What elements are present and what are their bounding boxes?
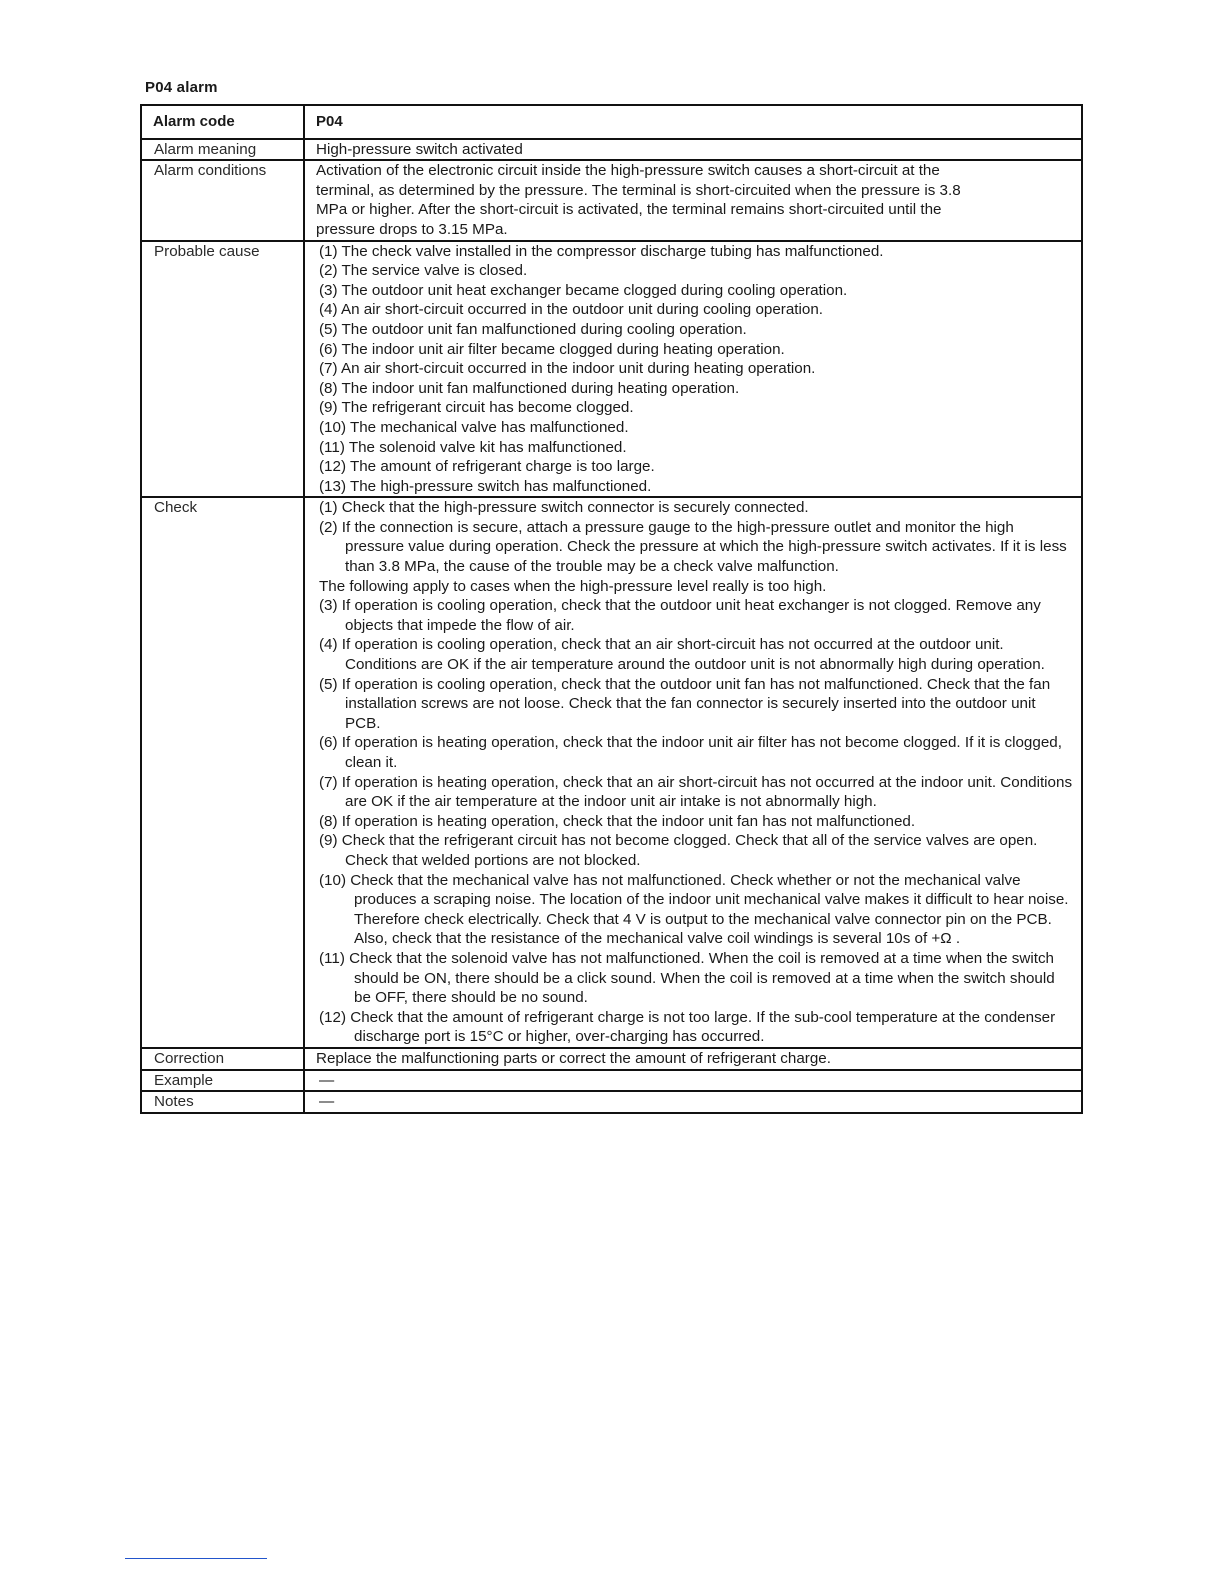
check-item: (2) If the connection is secure, attach a pressure gauge to the high-pressure outlet and monitor the high pressure value during operation. Check the pressure at which the high-pressure switch activates. If it is less than 3.8 MPa, the cause of the trouble may be a check valve malfunction. bbox=[319, 518, 1067, 576]
cause-item: (6) The indoor unit air filter became clogged during heating operation. bbox=[319, 340, 785, 358]
cause-item: (11) The solenoid valve kit has malfunctioned. bbox=[319, 438, 627, 456]
footnote-separator bbox=[125, 1558, 267, 1559]
cause-item: (7) An air short-circuit occurred in the indoor unit during heating operation. bbox=[319, 360, 816, 378]
cause-item: (10) The mechanical valve has malfunctioned. bbox=[319, 418, 629, 436]
page-title: P04 alarm bbox=[145, 79, 218, 96]
correction-value: Replace the malfunctioning parts or correct the amount of refrigerant charge. bbox=[304, 1048, 1082, 1070]
check-note: The following apply to cases when the high-pressure level really is too high. bbox=[319, 577, 827, 595]
check-item: (11) Check that the solenoid valve has not malfunctioned. When the coil is removed at a time when the switch should be ON, there should be a click sound. When the coil is removed at a time when the switch should be OFF, there should be no sound. bbox=[319, 949, 1055, 1007]
alarm-meaning-value: High-pressure switch activated bbox=[304, 139, 1082, 161]
check-item: (5) If operation is cooling operation, check that the outdoor unit fan has not malfunctioned. Check that the fan installation screws are not loose. Check that the fan connector is securely inserted into the outdoor unit PCB. bbox=[319, 675, 1051, 732]
probable-cause-row bbox=[141, 241, 1082, 498]
check-item: (4) If operation is cooling operation, check that an air short-circuit has not occurred at the outdoor unit. Conditions are OK if the air temperature around the outdoor unit is not abnormally high during operation. bbox=[319, 636, 1045, 674]
conditions-line: Activation of the electronic circuit inside the high-pressure switch causes a short-circuit at the bbox=[316, 162, 940, 180]
check-item: (7) If operation is heating operation, check that an air short-circuit has not occurred at the indoor unit. Conditions are OK if the air temperature at the indoor unit air intake is not abnormally high. bbox=[319, 773, 1073, 811]
cause-item: (9) The refrigerant circuit has become clogged. bbox=[319, 399, 634, 417]
check-item: (12) Check that the amount of refrigerant charge is not too large. If the sub-cool temperature at the condenser discharge port is 15°C or higher, over-charging has occurred. bbox=[319, 1008, 1056, 1046]
cause-item: (8) The indoor unit fan malfunctioned during heating operation. bbox=[319, 379, 740, 397]
header-row bbox=[141, 105, 1082, 139]
example-row bbox=[141, 1070, 1082, 1092]
alarm-conditions-row bbox=[141, 160, 1082, 240]
check-item: (1) Check that the high-pressure switch connector is securely connected. bbox=[319, 499, 809, 517]
probable-cause-list bbox=[304, 241, 1082, 498]
notes-value-cell bbox=[304, 1091, 1082, 1113]
cause-item: (1) The check valve installed in the compressor discharge tubing has malfunctioned. bbox=[319, 242, 884, 260]
check-item: (9) Check that the refrigerant circuit has not become clogged. Check that all of the service valves are open. Check that welded portions are not blocked. bbox=[319, 832, 1038, 869]
check-item: (8) If operation is heating operation, check that the indoor unit fan has not malfunctioned. bbox=[319, 812, 916, 830]
check-label: Check bbox=[141, 497, 304, 1048]
cause-item: (5) The outdoor unit fan malfunctioned during cooling operation. bbox=[319, 320, 747, 338]
check-item: (10) Check that the mechanical valve has not malfunctioned. Check whether or not the mechanical valve produces a scraping noise. The location of the indoor unit mechanical valve makes it difficult to hear noise. Therefore check electrically. Check that 4 V is output to the mechanical valve connector pin on the PCB. Also, check that the resistance of the mechanical valve coil windings is several 10s of +Ω . bbox=[319, 871, 1069, 948]
cause-item: (2) The service valve is closed. bbox=[319, 262, 528, 280]
alarm-meaning-row bbox=[141, 139, 1082, 161]
cause-item: (3) The outdoor unit heat exchanger became clogged during cooling operation. bbox=[319, 281, 848, 299]
probable-cause-label: Probable cause bbox=[141, 241, 304, 498]
check-item: (6) If operation is heating operation, check that the indoor unit air filter has not become clogged. If it is clogged, clean it. bbox=[319, 734, 1062, 771]
conditions-line: MPa or higher. After the short-circuit is activated, the terminal remains short-circuited until the bbox=[316, 201, 942, 219]
example-label: Example bbox=[141, 1070, 304, 1092]
alarm-conditions-value bbox=[304, 160, 1082, 240]
cause-item: (4) An air short-circuit occurred in the outdoor unit during cooling operation. bbox=[319, 301, 823, 319]
conditions-line: terminal, as determined by the pressure. The terminal is short-circuited when the pressure is 3.8 bbox=[316, 181, 961, 199]
check-row bbox=[141, 497, 1082, 1048]
notes-row bbox=[141, 1091, 1082, 1113]
cause-item: (12) The amount of refrigerant charge is too large. bbox=[319, 458, 655, 476]
notes-label: Notes bbox=[141, 1091, 304, 1113]
cause-item: (13) The high-pressure switch has malfunctioned. bbox=[319, 477, 652, 495]
check-item: (3) If operation is cooling operation, check that the outdoor unit heat exchanger is not clogged. Remove any objects that impede the flow of air. bbox=[319, 597, 1041, 634]
check-list bbox=[304, 497, 1082, 1048]
correction-row bbox=[141, 1048, 1082, 1070]
example-value: — bbox=[319, 1071, 335, 1089]
alarm-conditions-label: Alarm conditions bbox=[141, 160, 304, 240]
correction-label: Correction bbox=[141, 1048, 304, 1070]
notes-value: — bbox=[319, 1093, 335, 1111]
example-value-cell bbox=[304, 1070, 1082, 1092]
alarm-meaning-label: Alarm meaning bbox=[141, 139, 304, 161]
header-value: P04 bbox=[304, 105, 1082, 139]
header-label: Alarm code bbox=[141, 105, 304, 139]
conditions-line: pressure drops to 3.15 MPa. bbox=[316, 220, 508, 238]
alarm-table bbox=[140, 104, 1083, 1114]
